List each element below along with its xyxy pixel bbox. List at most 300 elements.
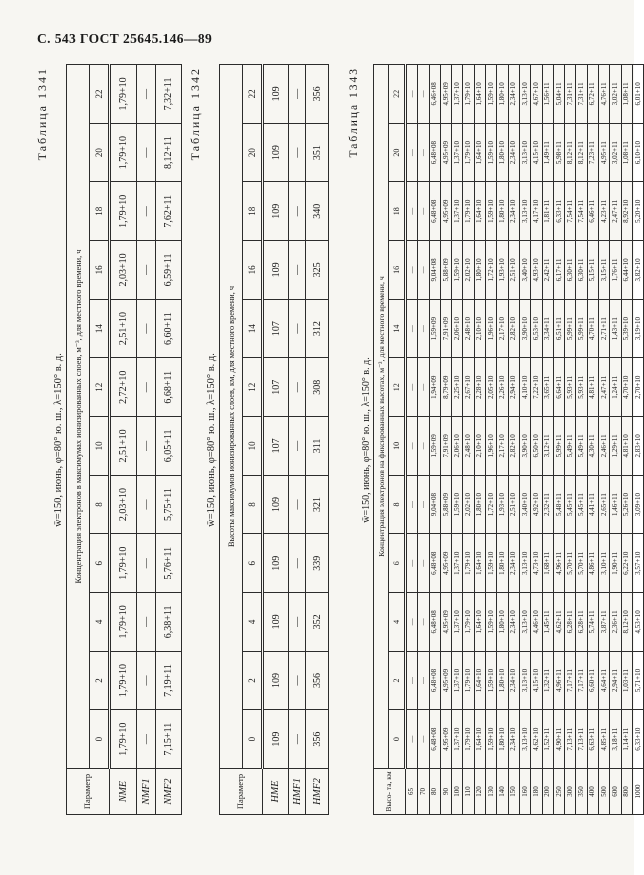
- table-cell: 2,94+10: [508, 358, 519, 417]
- table-cell: 7,31+11: [576, 64, 587, 123]
- table-cell: —: [137, 417, 156, 476]
- page-title: С. 543 ГОСТ 25645.146—89: [37, 31, 213, 46]
- table-cell: 4,95+09: [440, 64, 451, 123]
- table-cell: —: [137, 710, 156, 769]
- table-cell: —: [137, 651, 156, 710]
- table-cell: 107: [263, 299, 289, 358]
- table-cell: 6,33+11: [553, 182, 564, 241]
- table-row: [289, 64, 306, 814]
- table-cell: 1,32+11: [542, 651, 553, 710]
- row-label: 300: [565, 769, 576, 815]
- time-column-header: 16: [243, 241, 263, 300]
- table-cell: 8,12+11: [156, 123, 182, 182]
- table-cell: 109: [263, 241, 289, 300]
- table-row: [542, 64, 553, 814]
- table-cell: 1,56+11: [542, 64, 553, 123]
- condition-line: w̄=150, июнь, φ=80° ю. ш., λ=150° в. д.: [361, 357, 372, 523]
- table-cell: 7,17+11: [565, 651, 576, 710]
- table-caption: Таблица 1341: [35, 67, 49, 161]
- table-cell: 6,05+11: [156, 417, 182, 476]
- table-cell: 1,79+10: [110, 710, 137, 769]
- table-cell: —: [137, 358, 156, 417]
- table-row: [463, 64, 474, 814]
- table-cell: 9,04+08: [429, 475, 440, 534]
- table-cell: 1,80+10: [497, 64, 508, 123]
- table-cell: 2,03+10: [110, 241, 137, 300]
- table-cell: —: [418, 534, 429, 593]
- table-cell: —: [418, 417, 429, 476]
- table-row: [621, 64, 632, 814]
- condition-line: w̄=150, июнь, φ=80° ю. ш., λ=150° в. д.: [53, 353, 64, 527]
- row-label: HMF2: [306, 769, 329, 815]
- table-cell: 1,68+11: [542, 534, 553, 593]
- table-cell: 6,22+10: [621, 534, 632, 593]
- table-cell: 2,51+10: [110, 299, 137, 358]
- table-cell: 6,72+11: [587, 64, 598, 123]
- table-cell: 1,79+10: [110, 123, 137, 182]
- table-cell: 4,64+11: [599, 651, 610, 710]
- row-label: NME: [110, 769, 137, 815]
- table-cell: 1,59+10: [486, 593, 497, 652]
- table-cell: 1,80+10: [497, 182, 508, 241]
- table-cell: 3,10+11: [599, 534, 610, 593]
- table-cell: 351: [306, 123, 329, 182]
- table-cell: 6,01+10: [632, 64, 643, 123]
- table-cell: 1,64+10: [474, 182, 485, 241]
- table-cell: 1,14+11: [621, 710, 632, 769]
- table-row: [497, 64, 508, 814]
- data-table-1342: [219, 64, 329, 815]
- table-cell: 3,13+10: [519, 64, 530, 123]
- table-cell: 356: [306, 651, 329, 710]
- table-cell: 2,32+11: [542, 475, 553, 534]
- time-column-header: 6: [90, 534, 110, 593]
- table-cell: 1,43+11: [610, 299, 621, 358]
- table-cell: 1,90+11: [610, 534, 621, 593]
- table-cell: 7,91+09: [440, 299, 451, 358]
- table-row: [587, 64, 598, 814]
- table-cell: —: [289, 593, 306, 652]
- row-label: 250: [553, 769, 564, 815]
- time-column-header: 16: [389, 241, 406, 300]
- time-column-header: 0: [389, 710, 406, 769]
- table-cell: —: [406, 417, 418, 476]
- table-cell: 5,26+10: [621, 475, 632, 534]
- table-cell: 7,62+11: [156, 182, 182, 241]
- table-cell: 5,48+11: [553, 475, 564, 534]
- table-cell: 1,37+10: [452, 123, 463, 182]
- table-cell: 6,33+10: [632, 710, 643, 769]
- table-cell: 8,12+11: [576, 123, 587, 182]
- time-column-header: 4: [243, 593, 263, 652]
- row-label: 80: [429, 769, 440, 815]
- table-cell: 4,23+11: [599, 182, 610, 241]
- table-cell: —: [289, 64, 306, 123]
- table-cell: 1,59+10: [486, 123, 497, 182]
- table-cell: 1,37+10: [452, 651, 463, 710]
- table-cell: —: [406, 475, 418, 534]
- row-label: 70: [418, 769, 429, 815]
- table-cell: 109: [263, 534, 289, 593]
- table-cell: 4,90+11: [553, 710, 564, 769]
- table-cell: 2,06+10: [452, 417, 463, 476]
- table-cell: 6,48+08: [429, 710, 440, 769]
- table-cell: 356: [306, 64, 329, 123]
- table-cell: 4,93+10: [531, 241, 542, 300]
- time-column-header: 0: [90, 710, 110, 769]
- row-label: 400: [587, 769, 598, 815]
- table-cell: 6,48+08: [429, 593, 440, 652]
- table-row: [110, 65, 137, 815]
- time-column-header: 14: [90, 299, 110, 358]
- table-cell: 5,99+11: [553, 417, 564, 476]
- table-cell: —: [406, 358, 418, 417]
- table-cell: 2,10+10: [474, 417, 485, 476]
- table-cell: 1,59+09: [429, 417, 440, 476]
- data-table-1341: [66, 64, 182, 815]
- table-cell: 1,79+10: [110, 65, 137, 124]
- spanning-header: Концентрация электронов на фиксированных высотах, м⁻³, для местного времени, ч: [374, 64, 389, 768]
- table-row: [565, 64, 576, 814]
- table-cell: 2,48+10: [463, 299, 474, 358]
- table-cell: 7,19+11: [156, 651, 182, 710]
- row-label: 1000: [632, 769, 643, 815]
- table-cell: 1,96+10: [486, 299, 497, 358]
- table-cell: 6,63+11: [587, 710, 598, 769]
- table-row: [418, 64, 429, 814]
- table-cell: 1,37+10: [452, 534, 463, 593]
- time-column-header: 12: [243, 358, 263, 417]
- table-cell: 4,95+09: [440, 534, 451, 593]
- table-cell: 1,80+10: [474, 475, 485, 534]
- table-cell: 3,87+11: [599, 593, 610, 652]
- table-cell: 3,40+10: [519, 241, 530, 300]
- table-cell: 6,46+11: [587, 182, 598, 241]
- table-cell: 2,67+10: [463, 358, 474, 417]
- table-row: [610, 64, 621, 814]
- table-cell: 4,95+09: [440, 182, 451, 241]
- table-cell: 2,17+10: [497, 299, 508, 358]
- table-cell: 1,79+10: [110, 182, 137, 241]
- table-cell: 1,37+10: [452, 182, 463, 241]
- table-cell: 1,80+10: [497, 534, 508, 593]
- table-cell: 6,10+10: [632, 123, 643, 182]
- table-cell: 2,28+10: [474, 358, 485, 417]
- table-cell: 4,92+10: [531, 475, 542, 534]
- table-cell: 2,48+10: [463, 417, 474, 476]
- row-label: 200: [542, 769, 553, 815]
- table-cell: 3,02+11: [610, 64, 621, 123]
- row-label: NMF1: [137, 769, 156, 815]
- rotated-table-1341: [35, 65, 182, 815]
- table-cell: 2,47+11: [599, 358, 610, 417]
- table-cell: 5,70+11: [576, 534, 587, 593]
- table-cell: 4,96+11: [553, 534, 564, 593]
- table-cell: —: [137, 65, 156, 124]
- table-cell: 1,59+10: [452, 241, 463, 300]
- table-cell: 1,37+10: [452, 593, 463, 652]
- table-cell: 2,02+10: [463, 475, 474, 534]
- table-cell: —: [406, 123, 418, 182]
- table-cell: —: [418, 64, 429, 123]
- table-cell: 7,91+09: [440, 417, 451, 476]
- table-cell: 308: [306, 358, 329, 417]
- table-cell: 2,05+10: [486, 358, 497, 417]
- table-cell: 5,71+10: [632, 651, 643, 710]
- table-cell: 109: [263, 64, 289, 123]
- table-cell: 1,64+10: [474, 534, 485, 593]
- table-cell: 7,13+11: [576, 710, 587, 769]
- row-label: 65: [406, 769, 418, 815]
- table-cell: —: [289, 241, 306, 300]
- table-cell: —: [137, 241, 156, 300]
- table-cell: 3,09+10: [632, 475, 643, 534]
- table-cell: —: [406, 534, 418, 593]
- table-cell: 7,54+11: [565, 182, 576, 241]
- table-cell: 2,03+10: [110, 475, 137, 534]
- table-cell: 4,95+09: [440, 651, 451, 710]
- table-cell: —: [289, 299, 306, 358]
- table-row: [263, 64, 289, 814]
- table-cell: 3,02+11: [610, 123, 621, 182]
- table-cell: 4,67+10: [531, 64, 542, 123]
- data-table-1343: [373, 64, 644, 815]
- row-label: 90: [440, 769, 451, 815]
- table-cell: 1,96+10: [486, 417, 497, 476]
- table-cell: —: [418, 593, 429, 652]
- table-cell: 5,98+11: [553, 123, 564, 182]
- table-cell: —: [137, 123, 156, 182]
- table-cell: 9,04+08: [429, 241, 440, 300]
- table-cell: 4,86+11: [587, 534, 598, 593]
- table-row: [156, 65, 182, 815]
- time-column-header: 10: [243, 417, 263, 476]
- row-label: 150: [508, 769, 519, 815]
- table-cell: 2,82+10: [508, 299, 519, 358]
- table-cell: 4,70+10: [621, 358, 632, 417]
- table-cell: 321: [306, 475, 329, 534]
- table-cell: 1,76+11: [610, 241, 621, 300]
- row-label: 120: [474, 769, 485, 815]
- table-cell: 1,08+11: [621, 123, 632, 182]
- table-cell: —: [406, 182, 418, 241]
- table-cell: 1,79+10: [463, 710, 474, 769]
- table-cell: 1,29+11: [610, 417, 621, 476]
- row-label: HMF1: [289, 769, 306, 815]
- row-label: NMF2: [156, 769, 182, 815]
- table-cell: 4,95+11: [599, 123, 610, 182]
- table-cell: 5,99+11: [576, 299, 587, 358]
- table-cell: 1,79+10: [110, 651, 137, 710]
- table-cell: 7,23+11: [587, 123, 598, 182]
- table-cell: 312: [306, 299, 329, 358]
- time-column-header: 4: [90, 593, 110, 652]
- table-cell: —: [406, 299, 418, 358]
- table-cell: 4,73+10: [531, 534, 542, 593]
- time-column-header: 0: [243, 710, 263, 769]
- table-cell: 1,49+11: [542, 123, 553, 182]
- table-cell: 2,17+10: [497, 417, 508, 476]
- table-cell: 2,34+10: [508, 710, 519, 769]
- table-cell: 2,02+10: [463, 241, 474, 300]
- table-cell: 2,46+11: [599, 417, 610, 476]
- table-caption: Таблица 1343: [348, 67, 360, 158]
- table-cell: 107: [263, 417, 289, 476]
- table-cell: 3,19+10: [632, 299, 643, 358]
- table-cell: 6,46+08: [429, 64, 440, 123]
- table-row: [406, 64, 418, 814]
- table-cell: 5,99+11: [565, 299, 576, 358]
- table-cell: 4,95+09: [440, 710, 451, 769]
- time-column-header: 2: [90, 651, 110, 710]
- table-cell: 109: [263, 182, 289, 241]
- row-label: 140: [497, 769, 508, 815]
- time-column-header: 10: [90, 417, 110, 476]
- table-row: [452, 64, 463, 814]
- table-cell: 6,60+11: [587, 651, 598, 710]
- table-cell: 6,59+11: [156, 241, 182, 300]
- table-cell: 6,51+11: [553, 299, 564, 358]
- table-cell: 4,17+10: [531, 182, 542, 241]
- table-cell: 5,49+11: [565, 417, 576, 476]
- table-cell: 4,85+11: [599, 710, 610, 769]
- table-row: [486, 64, 497, 814]
- table-row: [599, 64, 610, 814]
- table-cell: 6,44+10: [621, 241, 632, 300]
- table-cell: 4,95+09: [440, 123, 451, 182]
- row-label: 160: [519, 769, 530, 815]
- table-cell: 6,48+08: [429, 534, 440, 593]
- time-column-header: 18: [90, 182, 110, 241]
- table-row: [429, 64, 440, 814]
- table-cell: 2,10+10: [474, 299, 485, 358]
- table-cell: 4,70+11: [587, 299, 598, 358]
- table-cell: —: [406, 593, 418, 652]
- table-cell: 2,26+10: [497, 358, 508, 417]
- table-cell: 1,52+11: [542, 710, 553, 769]
- table-cell: —: [418, 710, 429, 769]
- table-cell: 2,34+10: [508, 651, 519, 710]
- table-cell: 4,96+11: [553, 651, 564, 710]
- table-cell: 3,15+11: [599, 241, 610, 300]
- table-cell: 4,62+10: [531, 710, 542, 769]
- table-cell: 2,36+11: [610, 593, 621, 652]
- table-cell: —: [418, 241, 429, 300]
- time-column-header: 20: [243, 123, 263, 182]
- table-cell: 3,13+10: [519, 593, 530, 652]
- table-cell: 1,08+11: [621, 64, 632, 123]
- time-column-header: 22: [243, 64, 263, 123]
- table-cell: 3,13+10: [519, 534, 530, 593]
- table-cell: 5,15+11: [587, 241, 598, 300]
- table-cell: 5,45+11: [576, 475, 587, 534]
- row-label: 800: [621, 769, 632, 815]
- table-cell: —: [289, 182, 306, 241]
- table-cell: 3,13+10: [519, 182, 530, 241]
- table-cell: —: [289, 475, 306, 534]
- table-cell: 3,18+11: [610, 710, 621, 769]
- table-row: [137, 65, 156, 815]
- row-label: 180: [531, 769, 542, 815]
- table-cell: 7,31+11: [565, 64, 576, 123]
- table-cell: 1,03+11: [621, 651, 632, 710]
- table-cell: 1,64+10: [474, 710, 485, 769]
- table-cell: 1,59+10: [486, 182, 497, 241]
- table-cell: 325: [306, 241, 329, 300]
- table-cell: 1,59+10: [486, 710, 497, 769]
- table-cell: 5,88+09: [440, 241, 451, 300]
- table-cell: 1,37+10: [452, 710, 463, 769]
- table-cell: 3,65+11: [542, 358, 553, 417]
- table-cell: 3,13+10: [519, 123, 530, 182]
- table-row: [519, 64, 530, 814]
- table-row: [531, 64, 542, 814]
- table-cell: 3,13+10: [519, 710, 530, 769]
- table-cell: 5,49+11: [576, 417, 587, 476]
- row-label: 110: [463, 769, 474, 815]
- table-cell: 7,54+11: [576, 182, 587, 241]
- table-cell: 2,47+11: [610, 182, 621, 241]
- table-cell: 2,06+10: [452, 299, 463, 358]
- table-cell: —: [289, 534, 306, 593]
- table-cell: 109: [263, 710, 289, 769]
- table-cell: 1,72+10: [486, 475, 497, 534]
- time-column-header: 2: [243, 651, 263, 710]
- table-cell: —: [406, 64, 418, 123]
- time-column-header: 12: [389, 358, 406, 417]
- table-cell: 4,10+10: [519, 358, 530, 417]
- table-cell: 5,20+10: [632, 182, 643, 241]
- table-cell: —: [137, 475, 156, 534]
- table-cell: 6,30+11: [565, 241, 576, 300]
- table-cell: —: [418, 651, 429, 710]
- table-cell: 1,80+10: [474, 241, 485, 300]
- table-cell: 1,72+10: [486, 241, 497, 300]
- table-row: [632, 64, 643, 814]
- table-row: [553, 64, 564, 814]
- table-cell: 1,64+10: [474, 123, 485, 182]
- time-column-header: 20: [90, 123, 110, 182]
- rotated-table-1342: [188, 65, 329, 815]
- table-cell: 6,38+11: [156, 593, 182, 652]
- time-column-header: 22: [90, 65, 110, 124]
- table-cell: —: [289, 710, 306, 769]
- table-cell: 4,62+11: [553, 593, 564, 652]
- table-cell: 1,37+10: [452, 64, 463, 123]
- time-column-header: 20: [389, 123, 406, 182]
- table-cell: 1,59+10: [452, 475, 463, 534]
- time-column-header: 18: [243, 182, 263, 241]
- table-cell: 2,83+10: [632, 417, 643, 476]
- table-cell: 339: [306, 534, 329, 593]
- time-column-header: 6: [389, 534, 406, 593]
- table-cell: 2,25+10: [452, 358, 463, 417]
- table-cell: 2,34+10: [508, 182, 519, 241]
- table-cell: —: [137, 182, 156, 241]
- time-column-header: 8: [389, 475, 406, 534]
- table-cell: —: [418, 475, 429, 534]
- time-column-header: 12: [90, 358, 110, 417]
- table-cell: 2,34+10: [508, 64, 519, 123]
- rotated-table-1343: [348, 65, 644, 815]
- table-caption: Таблица 1342: [188, 67, 202, 161]
- time-column-header: 4: [389, 593, 406, 652]
- table-cell: —: [289, 358, 306, 417]
- table-cell: —: [137, 534, 156, 593]
- table-cell: 4,76+11: [599, 64, 610, 123]
- table-cell: 1,24+11: [610, 358, 621, 417]
- table-cell: 6,28+11: [576, 593, 587, 652]
